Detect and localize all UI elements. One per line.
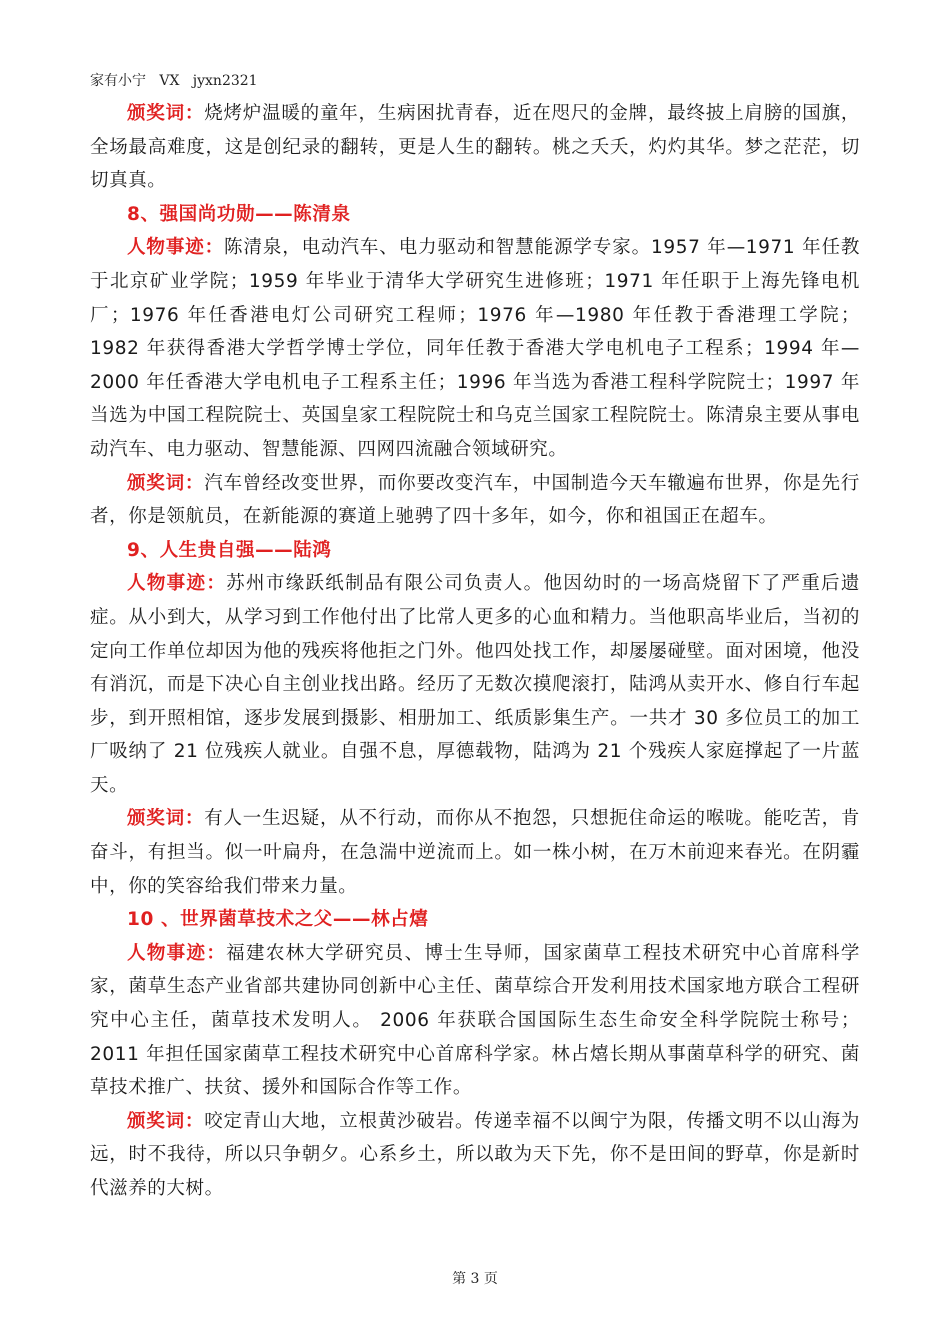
- award-text: 有人一生迟疑，从不行动，而你从不抱怨，只想扼住命运的喉咙。能吃苦，肯奋斗，有担当。似一叶扁舟，在急湍中逆流而上。如一株小树，在万木前迎来春光。在阴霾中，你的笑容给我们带来力量。: [90, 808, 861, 897]
- award-text: 咬定青山大地，立根黄沙破岩。传递幸福不以闽宁为限，传播文明不以山海为远，时不我待，所以只争朝夕。心系乡土，所以敢为天下先，你不是田间的野草，你是新时代滋养的大树。: [90, 1110, 861, 1199]
- section-heading: 10 、世界菌草技术之父——林占熺: [127, 909, 429, 931]
- deeds-paragraph: [90, 231, 860, 466]
- section-heading: 9、人生贵自强——陆鸿: [127, 539, 332, 561]
- deeds-text: 福建农林大学研究员、博士生导师，国家菌草工程技术研究中心首席科学家，菌草生态产业省部共建协同创新中心主任、菌草综合开发利用技术国家地方联合工程研究中心主任，菌草技术发明人。 2006 年获联合国国际生态生命安全科学院院士称号；2011 年担任国家菌草工程技术研究中心首席科学家。林占熺长期从事菌草科学的研究、菌草技术推广、扶贫、援外和国际合作等工作。: [90, 942, 860, 1099]
- page-header: 家有小宁 VX jyxn2321: [90, 73, 258, 89]
- award-paragraph: [90, 802, 860, 903]
- award-label: 颁奖词：: [127, 1110, 205, 1132]
- award-label: 颁奖词：: [127, 808, 205, 830]
- deeds-paragraph: [90, 567, 860, 802]
- deeds-label: 人物事迹：: [127, 237, 225, 259]
- deeds-label: 人物事迹：: [127, 573, 227, 595]
- deeds-label: 人物事迹：: [127, 942, 227, 964]
- award-text: 汽车曾经改变世界，而你要改变汽车，中国制造今天车辙遍布世界，你是先行者，你是领航员，在新能源的赛道上驰骋了四十多年，如今，你和祖国正在超车。: [90, 472, 861, 528]
- deeds-text: 陈清泉，电动汽车、电力驱动和智慧能源学专家。1957 年—1971 年任教于北京矿业学院；1959 年毕业于清华大学研究生进修班；1971 年任职于上海先锋电机厂；1976 年任香港电灯公司研究工程师；1976 年—1980 年任教于香港理工学院；1982 年获得香港大学哲学博士学位，同年任教于香港大学电机电子工程系；1994 年—2000 年任香港大学电机电子工程系主任；1996 年当选为香港工程科学院院士；1997 年当选为中国工程院院士、英国皇家工程院院士和乌克兰国家工程院院士。陈清泉主要从事电动汽车、电力驱动、智慧能源、四网四流融合领域研究。: [90, 237, 860, 460]
- award-text: 烧烤炉温暖的童年，生病困扰青春，近在咫尺的金牌，最终披上肩膀的国旗，全场最高难度，这是创纪录的翻转，更是人生的翻转。桃之夭夭，灼灼其华。梦之茫茫，切切真真。: [90, 103, 861, 192]
- section-heading: 8、强国尚功勋——陈清泉: [127, 203, 351, 225]
- award-label: 颁奖词：: [127, 103, 205, 124]
- page-content: [90, 97, 860, 1206]
- deeds-paragraph: [90, 937, 860, 1105]
- award-paragraph: [90, 467, 860, 534]
- deeds-text: 苏州市缘跃纸制品有限公司负责人。他因幼时的一场高烧留下了严重后遗症。从小到大，从学习到工作他付出了比常人更多的心血和精力。当他职高毕业后，当初的定向工作单位却因为他的残疾将他拒之门外。他四处找工作，却屡屡碰壁。面对困境，他没有消沉，而是下决心自主创业找出路。经历了无数次摸爬滚打，陆鸿从卖开水、修自行车起步，到开照相馆，逐步发展到摄影、相册加工、纸质影集生产。一共才 30 多位员工的加工厂吸纳了 21 位残疾人就业。自强不息，厚德载物，陆鸿为 21 个残疾人家庭撑起了一片蓝天。: [90, 573, 860, 796]
- page-number: 第 3 页: [452, 1271, 498, 1287]
- intro-award-paragraph: [90, 97, 860, 198]
- award-label: 颁奖词：: [127, 472, 205, 494]
- award-paragraph: [90, 1105, 860, 1206]
